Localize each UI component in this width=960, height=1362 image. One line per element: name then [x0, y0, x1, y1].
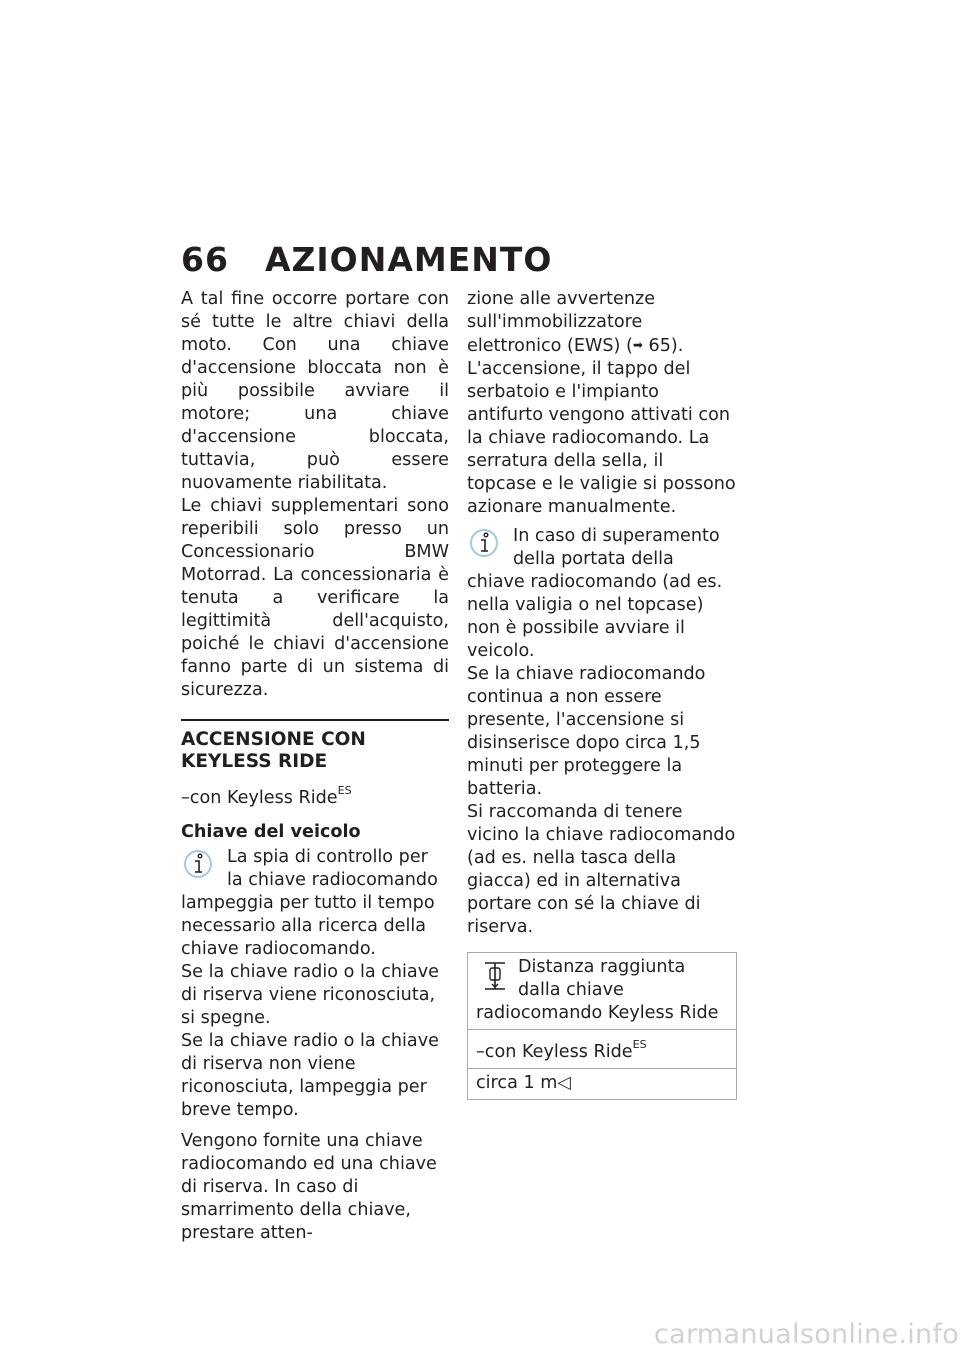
- info-note: [467, 525, 737, 663]
- table-row: [468, 1030, 737, 1069]
- info-note: [181, 846, 449, 961]
- paragraph: zione alle avvertenze sull'immobilizzatore elettronico (EWS) (➡ 65).: [467, 289, 684, 356]
- section-divider: [181, 719, 449, 721]
- section-title: ACCENSIONE CON KEYLESS RIDE: [181, 729, 366, 772]
- right-column: [467, 288, 737, 1100]
- paragraph: Le chiavi supplementari sono reperibili solo presso un Concessionario BMW Motorrad. La concessionaria è tenuta a verificare la legittimità dell'acquisto, poiché le chiavi d'accensione fanno parte di un sistema di sicurezza.: [181, 496, 449, 700]
- paragraph: Si raccomanda di tenere vicino la chiave radiocomando (ad es. nella tasca della giacca) ed in alternativa portare con sé la chiave di riserva.: [467, 802, 736, 937]
- subheading: Chiave del veicolo: [181, 822, 361, 842]
- table-row: [468, 953, 737, 1030]
- paragraph: Se la chiave radiocomando continua a non essere presente, l'accensione si disinserisce dopo circa 1,5 minuti per proteggere la batteria.: [467, 664, 706, 799]
- condition-superscript: ES: [632, 1038, 647, 1051]
- spec-table: [467, 952, 737, 1100]
- page-header: [181, 240, 552, 279]
- spec-condition-cell: –con Keyless Ride$^{ES}$: [468, 1030, 737, 1069]
- paragraph: Se la chiave radio o la chiave di riserva viene riconosciuta, si spegne.: [181, 962, 439, 1028]
- condition-superscript: ES: [337, 784, 352, 797]
- left-column: [181, 288, 449, 1245]
- paragraph: A tal fine occorre portare con sé tutte le altre chiavi della moto. Con una chiave d'accensione bloccata non è più possibile avviare il motore; una chiave d'accensione bloccata, tuttavia, può essere nuovamente riabilitata.: [181, 289, 449, 493]
- condition-line: –con Keyless Ride$^{ES}$: [181, 784, 352, 808]
- paragraph: L'accensione, il tappo del serbatoio e l'impianto antifurto vengono attivati con la chiave radiocomando. La serratura della sella, il topcase e le valigie si possono azionare manualmente.: [467, 359, 736, 517]
- chapter-title: AZIONAMENTO: [264, 240, 553, 279]
- info-icon: [183, 848, 215, 882]
- watermark: carmanualsonline.info: [654, 1319, 960, 1350]
- distance-gauge-icon: [482, 959, 508, 993]
- info-icon: [469, 527, 501, 561]
- spec-title-cell: Distanza raggiunta dalla chiave radiocomando Keyless Ride: [468, 953, 737, 1030]
- paragraph: Vengono fornite una chiave radiocomando ed una chiave di riserva. In caso di smarrimento della chiave, prestare atten-: [181, 1131, 437, 1243]
- paragraph: Se la chiave radio o la chiave di riserva non viene riconosciuta, lampeggia per breve tempo.: [181, 1031, 439, 1120]
- table-row: [468, 1069, 737, 1100]
- note-text: La spia di controllo per la chiave radiocomando lampeggia per tutto il tempo necessario alla ricerca della chiave radiocomando.: [181, 847, 438, 959]
- note-text: In caso di superamento della portata della chiave radiocomando (ad es. nella valigia o nel topcase) non è possibile avviare il veicolo.: [467, 526, 723, 661]
- arrow-right-icon: ➡: [632, 338, 643, 352]
- page-number: 66: [181, 240, 229, 279]
- spec-value-cell: circa 1 m◁: [468, 1069, 737, 1100]
